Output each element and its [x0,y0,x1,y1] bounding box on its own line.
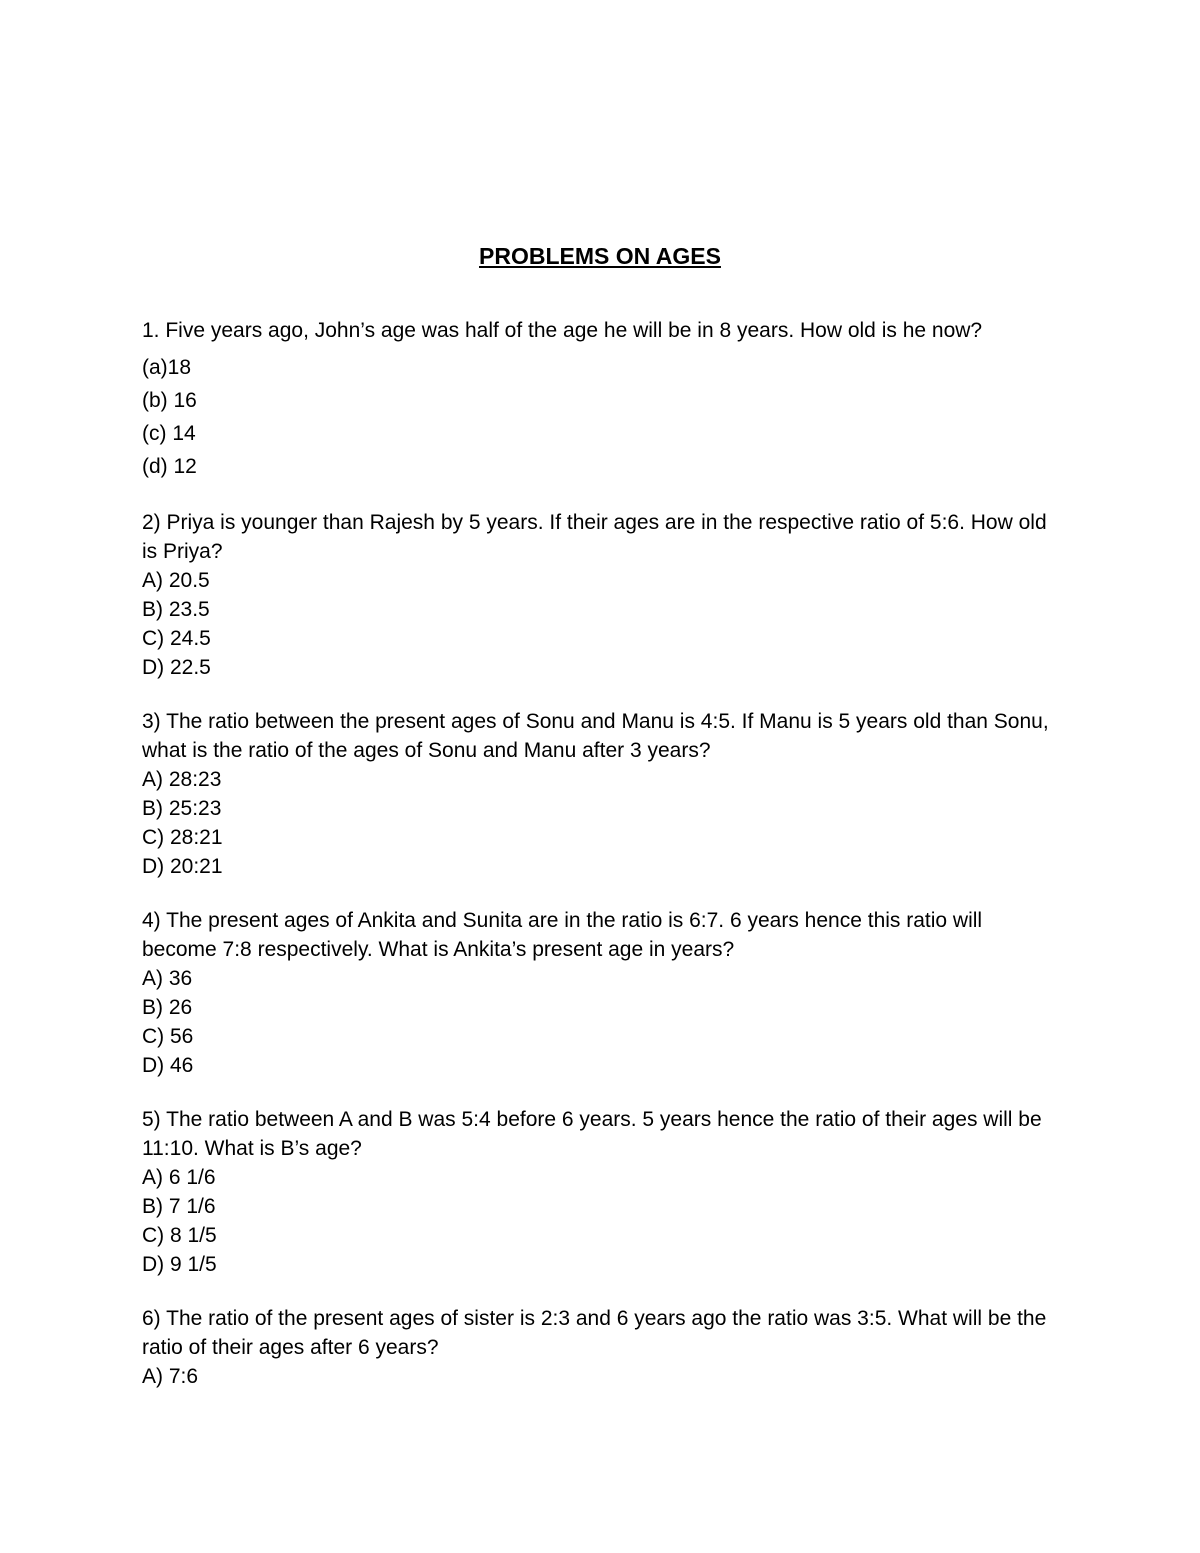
answer-option: B) 23.5 [142,598,210,621]
answer-option: B) 25:23 [142,797,222,820]
page-title: PROBLEMS ON AGES [479,243,721,269]
question-5 [142,1105,1062,1279]
answer-option: D) 46 [142,1054,194,1077]
question-text: 6) The ratio of the present ages of sister is 2:3 and 6 years ago the ratio was 3:5. What will be the ratio of their ages after 6 years? [142,1307,1047,1359]
answer-option: A) 6 1/6 [142,1166,216,1189]
question-4 [142,906,1062,1080]
question-text: 1. Five years ago, John’s age was half of the age he will be in 8 years. How old is he now? [142,319,983,342]
question-3 [142,707,1062,881]
answer-option: C) 8 1/5 [142,1224,217,1247]
question-2 [142,508,1062,682]
question-6 [142,1304,1062,1391]
answer-option: B) 26 [142,996,193,1019]
answer-option: A) 20.5 [142,569,210,592]
question-text: 4) The present ages of Ankita and Sunita are in the ratio is 6:7. 6 years hence this ratio will become 7:8 respectively. What is Ankita’s present age in years? [142,909,983,961]
answer-option: B) 7 1/6 [142,1195,216,1218]
question-text: 3) The ratio between the present ages of Sonu and Manu is 4:5. If Manu is 5 years old than Sonu, what is the ratio of the ages of Sonu and Manu after 3 years? [142,710,1049,762]
answer-option: (b) 16 [142,389,197,412]
answer-option: (c) 14 [142,422,196,445]
question-text: 2) Priya is younger than Rajesh by 5 years. If their ages are in the respective ratio of 5:6. How old is Priya? [142,511,1047,563]
question-text: 5) The ratio between A and B was 5:4 before 6 years. 5 years hence the ratio of their ages will be 11:10. What is B’s age? [142,1108,1042,1160]
answer-option: A) 28:23 [142,768,222,791]
answer-option: D) 22.5 [142,656,211,679]
answer-option: (a)18 [142,356,192,379]
question-list [142,316,1062,1416]
answer-option: C) 28:21 [142,826,223,849]
answer-option: A) 36 [142,967,193,990]
answer-option: C) 24.5 [142,627,211,650]
answer-option: D) 20:21 [142,855,223,878]
answer-option: C) 56 [142,1025,194,1048]
answer-option: D) 9 1/5 [142,1253,217,1276]
answer-option: (d) 12 [142,455,197,478]
answer-option: A) 7:6 [142,1365,199,1388]
question-1 [142,316,1062,483]
